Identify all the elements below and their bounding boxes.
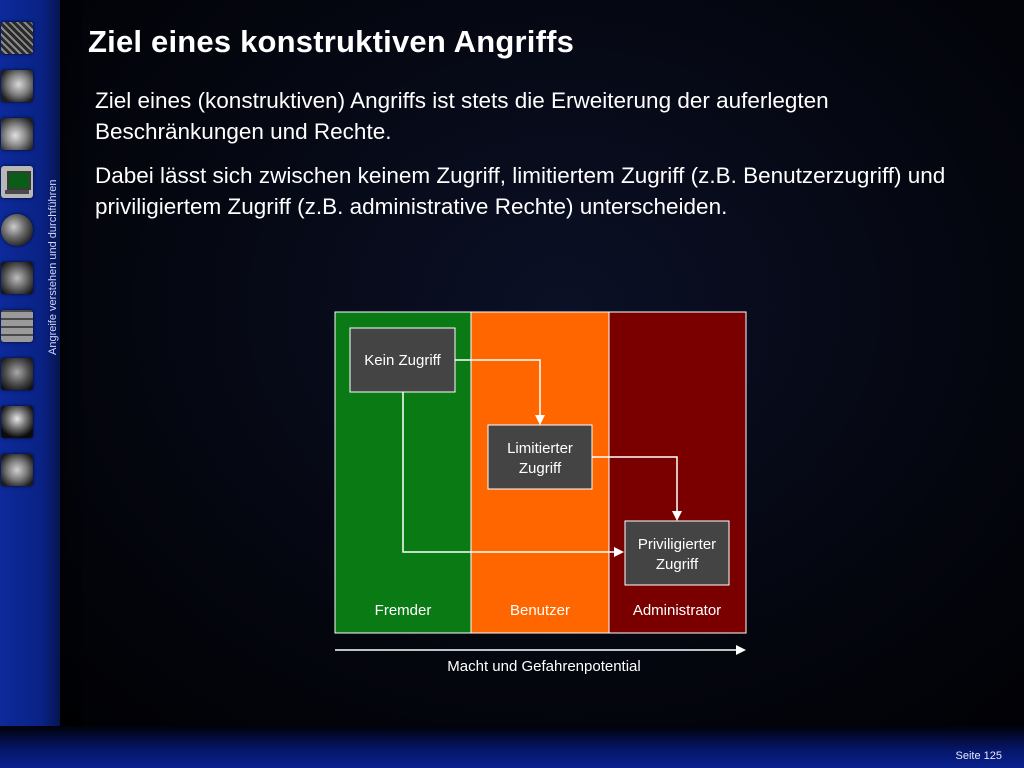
box-kein-zugriff-label: Kein Zugriff xyxy=(364,352,441,369)
page-number: Seite 125 xyxy=(955,750,1002,762)
box-priviligierter-zugriff-line1: Priviligierter xyxy=(637,536,717,553)
box-limitierter-zugriff-line2: Zugriff xyxy=(518,460,562,477)
box-limitierter-zugriff-line1: Limitierter xyxy=(507,440,573,457)
sidebar-label: Angreife verstehen und durchführen xyxy=(47,179,59,355)
column-label-benutzer: Benutzer xyxy=(509,602,571,619)
box-limitierter-zugriff xyxy=(488,425,592,489)
axis-label: Macht und Gefahrenpotential xyxy=(447,658,641,675)
paragraph-1: Ziel eines (konstruktiven) Angriffs ist stets die Erweiterung der auferlegten Beschränkungen und Rechte. xyxy=(95,88,829,144)
box-priviligierter-zugriff xyxy=(625,521,729,585)
column-label-fremder: Fremder xyxy=(374,602,432,619)
box-priviligierter-zugriff-line2: Zugriff xyxy=(655,556,699,573)
paragraph-2: Dabei lässt sich zwischen keinem Zugriff, limitiertem Zugriff (z.B. Benutzerzugriff) und priviligiertem Zugriff (z.B. administrative Rechte) unterscheiden. xyxy=(95,163,946,219)
slide-title: Ziel eines konstruktiven Angriffs xyxy=(88,24,575,59)
column-label-administrator: Administrator xyxy=(632,602,722,619)
